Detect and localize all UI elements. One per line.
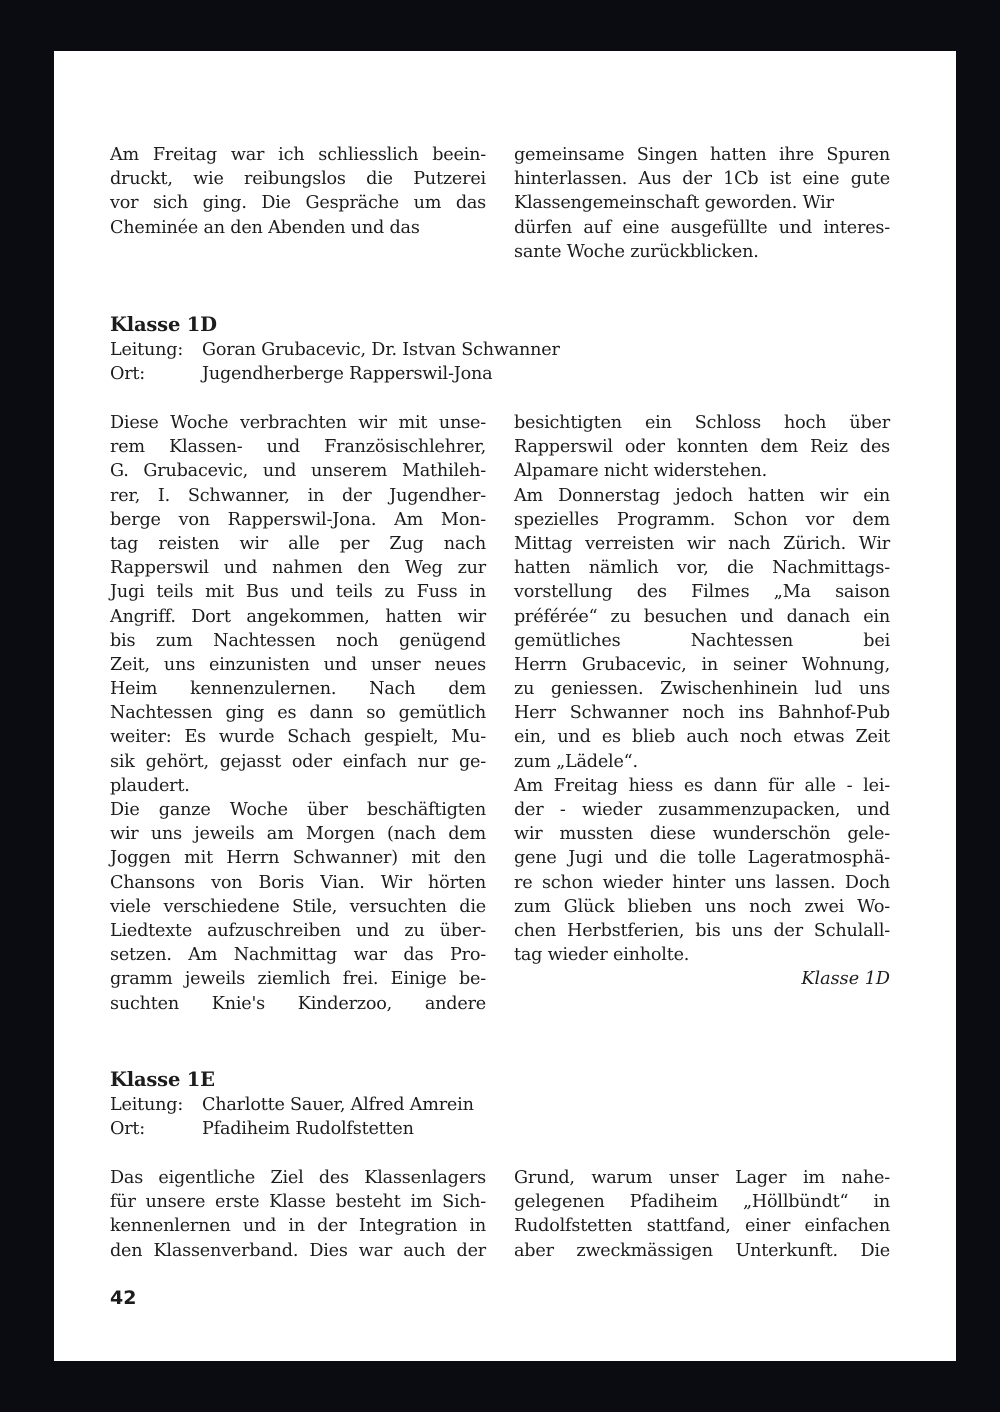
text-line: Alpamare nicht widerstehen.: [514, 461, 768, 482]
text-line: re schon wieder hinter uns lassen. Doch: [514, 872, 890, 893]
text-line: zum Glück blieben uns noch zwei Wo-: [514, 896, 890, 917]
leitung-value: Charlotte Sauer, Alfred Amrein: [202, 1095, 474, 1115]
section-1e-left-column: [110, 1166, 486, 1263]
text-line: zum „Lädele“.: [514, 751, 638, 772]
text-line: Angriff. Dort angekommen, hatten wir: [110, 606, 486, 627]
text-line: préférée“ zu besuchen und danach ein: [514, 606, 890, 627]
text-line: gemeinsame Singen hatten ihre Spuren: [514, 145, 890, 165]
text-line: tag reisten wir alle per Zug nach: [110, 533, 486, 554]
leitung-value: Goran Grubacevic, Dr. Istvan Schwanner: [202, 340, 560, 360]
text-line: Jugi teils mit Bus und teils zu Fuss in: [110, 582, 486, 603]
text-line: hatten nämlich vor, die Nachmittags-: [514, 558, 890, 579]
page-number: 42: [110, 1287, 137, 1309]
text-line: Chansons von Boris Vian. Wir hörten: [110, 872, 486, 893]
ort-value: Jugendherberge Rapperswil-Jona: [202, 364, 493, 385]
text-line: suchten Knie's Kinderzoo, andere: [110, 993, 486, 1014]
document-page: [54, 51, 956, 1361]
text-line: sik gehört, gejasst oder einfach nur ge-: [110, 751, 486, 772]
ort-label: Ort:: [110, 364, 146, 385]
text-line: Grund, warum unser Lager im nahe-: [514, 1168, 890, 1188]
text-line: Rudolfstetten stattfand, einer einfachen: [514, 1216, 890, 1237]
text-line: dürfen auf eine ausgefüllte und interes-: [514, 217, 890, 238]
text-line: zu geniessen. Zwischenhinein lud uns: [514, 679, 890, 700]
text-line: den Klassenverband. Dies war auch der: [110, 1240, 486, 1261]
text-line: Zeit, uns einzunisten und unser neues: [110, 654, 486, 675]
text-line: besichtigten ein Schloss hoch über: [514, 413, 890, 433]
text-line: tag wieder einholte.: [514, 945, 690, 966]
text-line: kennenlernen und in der Integration in: [110, 1216, 486, 1237]
section-1d-left-column: [110, 411, 486, 1016]
text-line: plaudert.: [110, 775, 190, 796]
leitung-label: Leitung:: [110, 1095, 184, 1115]
section-1d-signature: Klasse 1D: [801, 969, 890, 989]
text-line: Joggen mit Herrn Schwanner) mit den: [110, 848, 486, 869]
text-line: Rapperswil und nahmen den Weg zur: [110, 558, 486, 579]
text-line: vor sich ging. Die Gespräche um das: [110, 193, 486, 214]
text-line: Klassengemeinschaft geworden. Wir: [514, 193, 834, 214]
text-line: Am Freitag war ich schliesslich beein-: [110, 145, 486, 165]
text-line: Herrn Grubacevic, in seiner Wohnung,: [514, 654, 890, 675]
text-line: G. Grubacevic, und unserem Mathileh-: [110, 461, 486, 482]
leitung-label: Leitung:: [110, 340, 184, 360]
text-line: Am Freitag hiess es dann für alle - lei-: [514, 775, 890, 796]
text-line: gramm jeweils ziemlich frei. Einige be-: [110, 969, 486, 990]
text-line: spezielles Programm. Schon vor dem: [514, 509, 890, 530]
text-line: Herr Schwanner noch ins Bahnhof-Pub: [514, 703, 890, 724]
text-line: rer, I. Schwanner, in der Jugendher-: [110, 485, 486, 506]
text-line: berge von Rapperswil-Jona. Am Mon-: [110, 509, 486, 530]
text-line: Die ganze Woche über beschäftigten: [110, 800, 486, 820]
text-line: ein, und es blieb auch noch etwas Zeit: [514, 727, 890, 748]
text-line: aber zweckmässigen Unterkunft. Die: [514, 1240, 890, 1261]
text-line: gene Jugi und die tolle Lageratmosphä-: [514, 848, 890, 869]
text-line: setzen. Am Nachmittag war das Pro-: [110, 945, 486, 966]
text-line: Am Donnerstag jedoch hatten wir ein: [514, 485, 890, 506]
text-line: bis zum Nachtessen noch genügend: [110, 630, 486, 651]
text-line: der - wieder zusammenzupacken, und: [514, 800, 890, 820]
text-line: gemütliches Nachtessen bei: [514, 630, 890, 651]
text-line: Nachtessen ging es dann so gemütlich: [110, 703, 486, 724]
text-line: wir mussten diese wunderschön gele-: [514, 824, 890, 845]
text-line: für unsere erste Klasse besteht im Sich-: [110, 1192, 486, 1213]
intro-right-column: [514, 143, 890, 264]
text-line: weiter: Es wurde Schach gespielt, Mu-: [110, 727, 486, 748]
text-line: Heim kennenzulernen. Nach dem: [110, 679, 486, 700]
text-line: rem Klassen- und Französischlehrer,: [110, 437, 486, 458]
text-line: Mittag verreisten wir nach Zürich. Wir: [514, 533, 890, 554]
text-line: sante Woche zurückblicken.: [514, 241, 759, 262]
text-line: Das eigentliche Ziel des Klassenlagers: [110, 1168, 486, 1188]
section-1d-right-column: [514, 411, 890, 967]
section-heading-1e: Klasse 1E: [110, 1068, 215, 1091]
text-line: Cheminée an den Abenden und das: [110, 217, 420, 238]
text-line: Diese Woche verbrachten wir mit unse-: [110, 413, 486, 433]
text-line: chen Herbstferien, bis uns der Schulall-: [514, 920, 890, 941]
section-heading-1d: Klasse 1D: [110, 313, 217, 336]
text-line: hinterlassen. Aus der 1Cb ist eine gute: [514, 169, 890, 190]
text-line: Rapperswil oder konnten dem Reiz des: [514, 437, 890, 458]
section-1e-right-column: [514, 1166, 890, 1263]
text-line: Liedtexte aufzuschreiben und zu über-: [110, 920, 486, 941]
text-line: vorstellung des Filmes „Ma saison: [514, 582, 890, 603]
text-line: druckt, wie reibungslos die Putzerei: [110, 169, 486, 190]
ort-value: Pfadiheim Rudolfstetten: [202, 1119, 414, 1140]
intro-left-column: [110, 143, 486, 240]
text-line: viele verschiedene Stile, versuchten die: [110, 896, 486, 917]
section-meta-1e: [110, 1093, 474, 1141]
text-line: gelegenen Pfadiheim „Höllbündt“ in: [514, 1192, 890, 1213]
text-line: wir uns jeweils am Morgen (nach dem: [110, 824, 486, 845]
ort-label: Ort:: [110, 1119, 146, 1140]
section-meta-1d: [110, 338, 560, 386]
